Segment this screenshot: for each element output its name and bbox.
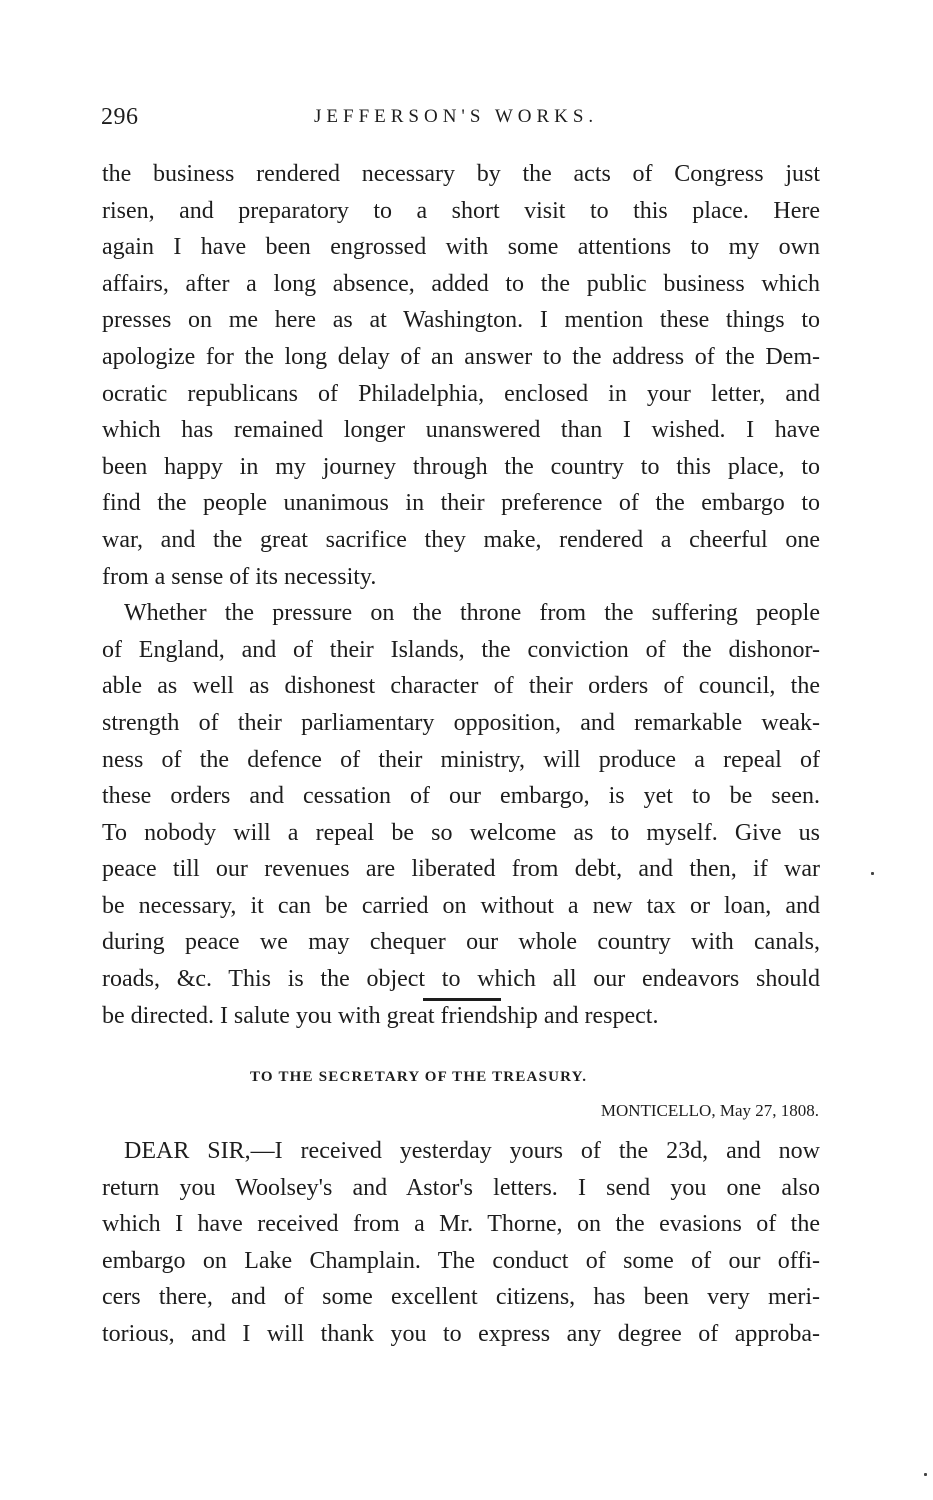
section-divider — [423, 998, 501, 1001]
paragraph-2 — [102, 595, 820, 1034]
text-line: ness of the defence of their ministry, will produce a repeal of — [102, 746, 820, 773]
text-line: of England, and of their Islands, the conviction of the dishonor- — [102, 636, 820, 663]
paragraph-1 — [102, 156, 820, 595]
letter-body — [102, 1133, 820, 1353]
text-line: be necessary, it can be carried on without a new tax or loan, and — [102, 892, 820, 919]
text-line: be directed. I salute you with great friendship and respect. — [102, 1002, 659, 1029]
page-number: 296 — [101, 104, 139, 130]
text-line: torious, and I will thank you to express any degree of approba- — [102, 1320, 820, 1347]
text-line: able as well as dishonest character of their orders of council, the — [102, 673, 820, 700]
letter-heading: TO THE SECRETARY OF THE TREASURY. — [250, 1069, 588, 1085]
running-head: JEFFERSON'S WORKS. — [314, 106, 599, 127]
page-header — [101, 104, 821, 140]
text-line: find the people unanimous in their preference of the embargo to — [102, 490, 820, 517]
text-line: from a sense of its necessity. — [102, 563, 377, 590]
text-line: embargo on Lake Champlain. The conduct of some of our offi- — [102, 1247, 820, 1274]
text-line: been happy in my journey through the country to this place, to — [102, 453, 820, 480]
text-line: To nobody will a repeal be so welcome as to myself. Give us — [102, 819, 820, 846]
text-line: presses on me here as at Washington. I mention these things to — [102, 307, 820, 334]
ink-speck — [924, 1473, 927, 1476]
text-line: the business rendered necessary by the acts of Congress just — [102, 161, 820, 187]
text-line: cers there, and of some excellent citizens, has been very meri- — [102, 1284, 820, 1311]
text-line-opening — [102, 1133, 820, 1170]
letter-dateline: MONTICELLO, May 27, 1808. — [600, 1101, 819, 1120]
text-line: roads, &c. This is the object to which all our endeavors should — [102, 966, 820, 993]
text-line: affairs, after a long absence, added to the public business which — [102, 270, 820, 297]
text-line: again I have been engrossed with some attentions to my own — [102, 234, 820, 261]
opening-text: —I received yesterday yours of the 23d, and now — [250, 1138, 820, 1164]
text-line: peace till our revenues are liberated from debt, and then, if war — [102, 856, 820, 883]
letter-continuation — [102, 156, 820, 1034]
text-line: return you Woolsey's and Astor's letters. I send you one also — [102, 1174, 820, 1201]
ink-speck — [871, 872, 874, 875]
text-line: Whether the pressure on the throne from the suffering people — [124, 600, 820, 627]
text-line: these orders and cessation of our embargo, is yet to be seen. — [102, 783, 820, 810]
text-line: risen, and preparatory to a short visit to this place. Here — [102, 197, 820, 224]
text-line: strength of their parliamentary opposition, and remarkable weak- — [102, 709, 820, 736]
text-line: which has remained longer unanswered than I wished. I have — [102, 417, 820, 444]
text-line: during peace we may chequer our whole country with canals, — [102, 929, 820, 956]
text-line: war, and the great sacrifice they make, rendered a cheerful one — [102, 526, 820, 553]
salutation: DEAR SIR, — [124, 1138, 251, 1164]
text-line: apologize for the long delay of an answer to the address of the Dem- — [102, 343, 820, 370]
text-line: ocratic republicans of Philadelphia, enclosed in your letter, and — [102, 380, 820, 407]
text-line: which I have received from a Mr. Thorne, on the evasions of the — [102, 1211, 820, 1238]
